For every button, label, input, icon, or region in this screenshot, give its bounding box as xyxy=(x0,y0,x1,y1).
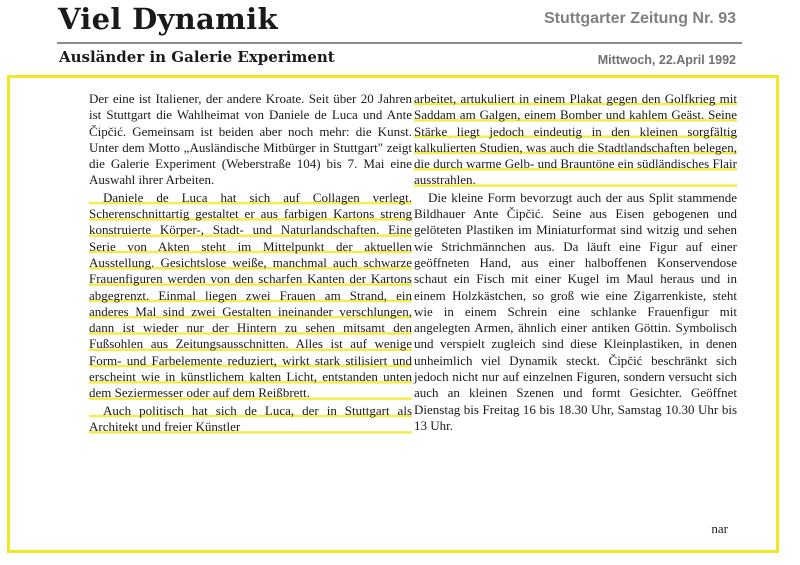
newspaper-name: Stuttgarter Zeitung Nr. 93 xyxy=(543,10,736,27)
left-column xyxy=(89,91,412,435)
paragraph-de-luca: Daniele de Luca hat sich auf Collagen verlegt. Scherenschnittartig gestaltet er aus farbigen Kartons streng konstruierte Körper-, Stadt- und Naturlandschaften. Eine Serie von Akten steht im Mittelpunkt der aktuellen Ausstellung. Gesichtslose weiße, manchmal auch schwarze Frauenfiguren werden von den scharfen Kanten der Kartons abgegrenzt. Einmal liegen zwei Frauen am Strand, ein anderes Mal sind zwei Gestalten ineinander verschlungen, dann ist wieder nur der Hintern zu sehen mitsamt den Fußsohlen aus Zeitungsausschnitten. Alles ist auf wenige Form- und Farbelemente reduziert, wirkt stark stilisiert und erscheint wie in künstlichem kalten Licht, entstanden unten dem Seziermesser oder auf dem Reißbrett. xyxy=(89,189,412,401)
header-rule xyxy=(57,42,742,44)
right-column xyxy=(414,91,737,434)
article-headline: Viel Dynamik xyxy=(58,2,278,36)
paragraph-politics-start: Auch politisch hat sich de Luca, der in Stuttgart als Architekt und freier Künstler xyxy=(89,402,412,434)
paragraph-cipcic: Die kleine Form bevorzugt auch der aus Split stammende Bildhauer Ante Čipčić. Seine aus Eisen gebogenen und gelöteten Plastiken im Miniaturformat sind witzig und sehen wie Strichmännchen aus. Da läuft eine Figur auf einer geöffneten Hand, aus einer halboffenen Konservendose schaut ein Fisch mit einer Kugel im Maul heraus und in einem Holzkästchen, so groß wie eine Zigarrenkiste, steht wie in einem Schrein eine schlanke Frauenfigur mit angelegten Armen, ähnlich einer antiken Göttin. Symbolisch und verspielt zugleich sind diese Kleinplastiken, in denen unheimlich viel Dynamik steckt. Čipčić beschränkt sich jedoch nicht nur auf einzelnen Figuren, sondern versucht sich auch an kleinen Szenen und formt Gesichter. Geöffnet Dienstag bis Freitag 16 bis 18.30 Uhr, Samstag 10.30 Uhr bis 13 Uhr. xyxy=(414,189,737,433)
article-subtitle: Ausländer in Galerie Experiment xyxy=(59,48,335,66)
author-signature: nar xyxy=(711,521,728,536)
publication-date: Mittwoch, 22.April 1992 xyxy=(597,53,736,67)
paragraph-intro: Der eine ist Italiener, der andere Kroate. Seit über 20 Jahren ist Stuttgart die Wahlheimat von Daniele de Luca und Ante Čipčić. Gemeinsam ist beiden aber noch mehr: die Kunst. Unter dem Motto „Ausländische Mitbürger in Stuttgart" zeigt die Galerie Experiment (Weberstraße 104) bis 7. Mai eine Auswahl ihrer Arbeiten. xyxy=(89,91,412,188)
paragraph-politics-end: arbeitet, artukuliert in einem Plakat gegen den Golfkrieg mit Saddam am Galgen, einem Bomber und kahlem Geäst. Seine Stärke liegt jedoch eindeutig in den kleinen sorgfältig kalkulierten Studien, was auch die Stadtlandschaften belegen, die durch warme Gelb- und Brauntöne ein südländisches Flair ausstrahlen. xyxy=(414,91,737,188)
